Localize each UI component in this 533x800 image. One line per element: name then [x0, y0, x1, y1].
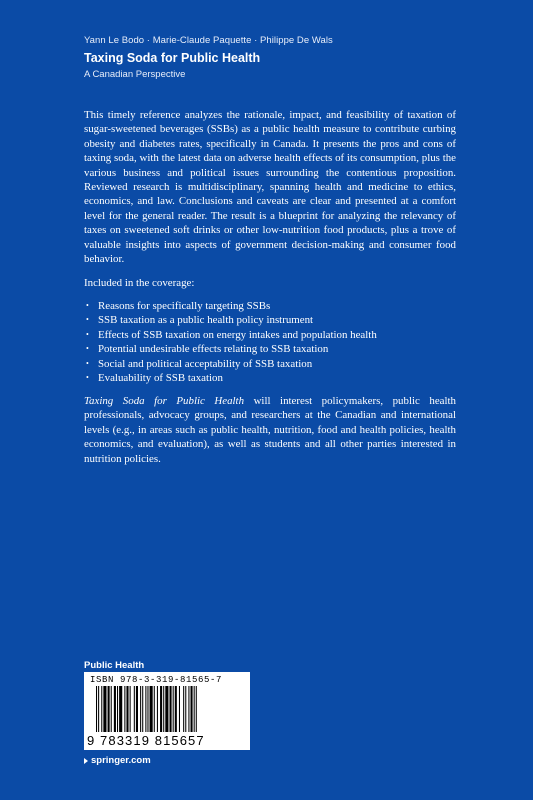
publisher-text: springer.com [91, 755, 151, 766]
barcode-bar [98, 686, 99, 732]
publisher-url[interactable] [84, 755, 151, 766]
bullet-icon: • [86, 358, 89, 368]
list-item: • Effects of SSB taxation on energy intakes and population health [86, 328, 377, 341]
isbn-label: ISBN 978-3-319-81565-7 [90, 675, 223, 685]
barcode-bar [165, 686, 168, 732]
series-label: Public Health [84, 660, 145, 671]
author-names: Yann Le Bodo · Marie-Claude Paquette · Philippe De Wals [84, 35, 333, 46]
book-subtitle: A Canadian Perspective [84, 69, 186, 80]
barcode-bar [175, 686, 177, 732]
barcode-bar [108, 686, 110, 732]
bullet-icon: • [86, 315, 89, 325]
barcode-bar [147, 686, 148, 732]
arrow-right-icon [84, 758, 88, 764]
coverage-list [84, 299, 456, 386]
barcode-bar [173, 686, 174, 732]
barcode-bar [130, 686, 131, 732]
barcode-bar [124, 686, 125, 732]
barcode-bar [191, 686, 193, 732]
barcode-bar [145, 686, 146, 732]
barcode-bar [150, 686, 153, 732]
barcode-bar [179, 686, 180, 732]
barcode-bar [188, 686, 189, 732]
bullet-icon: • [86, 344, 89, 354]
barcode-bar [134, 686, 135, 732]
list-item: • Evaluability of SSB taxation [86, 372, 223, 385]
barcode-digits: 9 783319 815657 [87, 733, 205, 748]
barcode-bar [157, 686, 158, 732]
barcode-bar [160, 686, 162, 732]
description-paragraph: This timely reference analyzes the rationale, impact, and feasibility of taxation of sugar-sweetened beverages (SSBs) as a public health measure to contribute curbing obesity and diabetes rates, specifically in Canada. It presents the pros and cons of taxing soda, with the latest data on adverse health effects of its consumption, plus the various business and political issues surrounding the contentious proposition. Reviewed research is multidisciplinary, spanning health and medicine to ethics, economics, and law. Conclusions and caveats are clear and presented at a comfort level for the general reader. The result is a blueprint for analyzing the relevancy of taxes on sweetened soft drinks or other low-nutrition food products, plus a trove of valuable insights into aspects of government decision-making and consumer food behavior. [84, 109, 456, 266]
barcode-bar [140, 686, 141, 732]
barcode-bar [117, 686, 118, 732]
barcode-bar [194, 686, 195, 732]
barcode-bar [111, 686, 112, 732]
barcode-bars [96, 686, 244, 732]
barcode-bar [103, 686, 106, 732]
barcode-bar [96, 686, 97, 732]
isbn-barcode [84, 672, 250, 750]
closing-title: Taxing Soda for Public Health [84, 394, 245, 407]
barcode-bar [142, 686, 143, 732]
barcode-bar [136, 686, 138, 732]
barcode-bar [126, 686, 128, 732]
list-item: • Reasons for specifically targeting SSBs [86, 299, 271, 312]
barcode-bar [196, 686, 197, 732]
bullet-icon: • [86, 300, 89, 310]
book-title: Taxing Soda for Public Health [84, 51, 261, 65]
bullet-icon: • [86, 329, 89, 339]
list-item: • Social and political acceptability of SSB taxation [86, 357, 313, 370]
bullet-icon: • [86, 373, 89, 383]
list-item: • SSB taxation as a public health policy instrument [86, 314, 314, 327]
barcode-bar [119, 686, 122, 732]
closing-text: will interest policymakers, public health professionals, advocacy groups, and researchers at the Canadian and international levels (e.g., in areas such as public health, nutrition, food and health policies, health economics, and evaluation), as well as students and all other parties interested in nutrition policies. [84, 394, 456, 465]
blurb [84, 108, 456, 466]
barcode-bar [183, 686, 184, 732]
barcode-bar [154, 686, 155, 732]
barcode-bar [163, 686, 164, 732]
list-item: • Potential undesirable effects relating to SSB taxation [86, 343, 329, 356]
closing-paragraph [84, 394, 456, 466]
barcode-bar [101, 686, 102, 732]
coverage-intro: Included in the coverage: [84, 277, 195, 290]
barcode-bar [114, 686, 116, 732]
barcode-bar [185, 686, 186, 732]
barcode-bar [170, 686, 172, 732]
